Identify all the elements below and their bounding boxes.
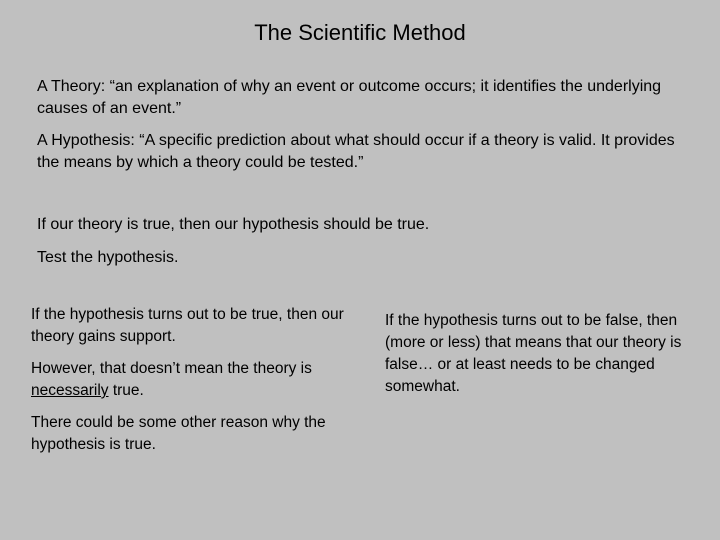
hypothesis-definition: A Hypothesis: “A specific prediction about what should occur if a theory is valid. It provides the means by which a theory could be tested.” — [37, 132, 675, 171]
necessarily-emphasis: necessarily — [31, 382, 109, 399]
however-text-end: true. — [108, 382, 144, 399]
true-case-text: If the hypothesis turns out to be true, then our theory gains support. — [31, 306, 344, 345]
if-then-statement: If our theory is true, then our hypothesis should be true. — [37, 216, 430, 233]
however-text — [31, 358, 351, 402]
other-reason-text: There could be some other reason why the hypothesis is true. — [31, 414, 326, 453]
however-text-start: However, that doesn’t mean the theory is — [31, 360, 312, 377]
test-statement: Test the hypothesis. — [37, 249, 179, 266]
theory-definition: A Theory: “an explanation of why an event or outcome occurs; it identifies the underlying causes of an event.” — [37, 78, 662, 117]
slide-title: The Scientific Method — [254, 20, 466, 45]
false-case-text: If the hypothesis turns out to be false, then (more or less) that means that our theory is false… or at least needs to be changed somewhat. — [385, 312, 682, 395]
